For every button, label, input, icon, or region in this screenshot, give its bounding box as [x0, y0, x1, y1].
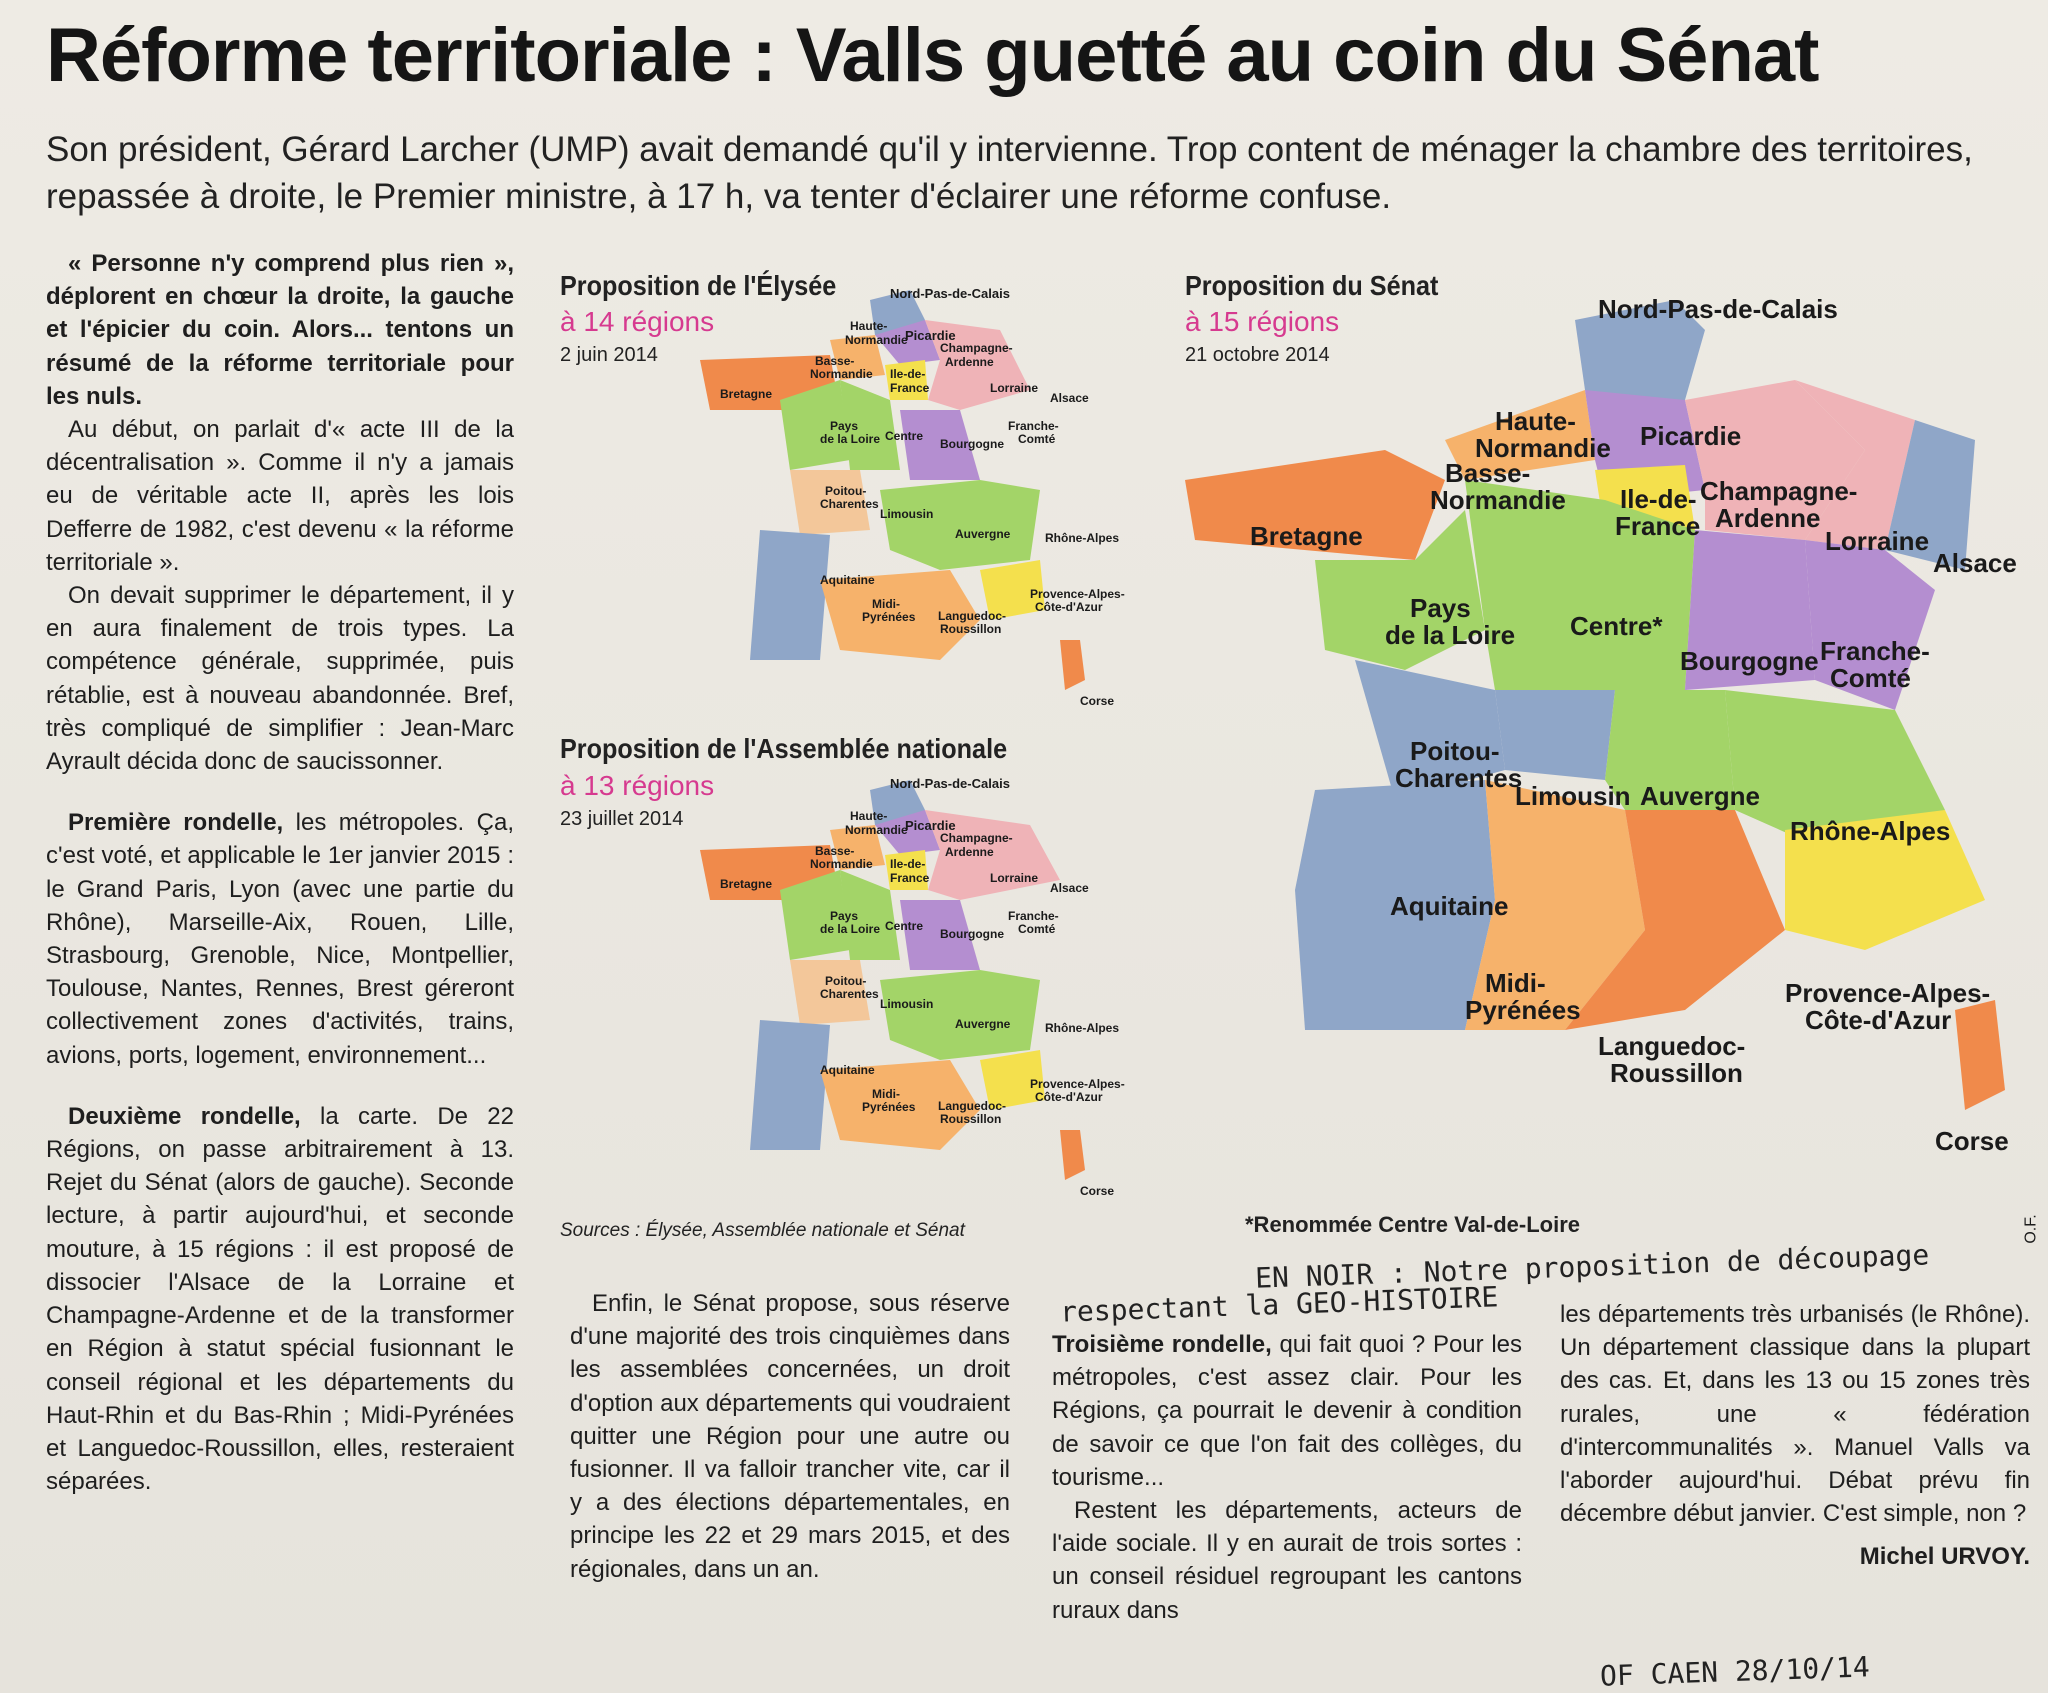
label-mp2: Pyrénées	[1465, 995, 1581, 1025]
label-hn: Haute-	[1495, 406, 1576, 436]
label-bn2: Normandie	[810, 367, 873, 381]
svg-text:Normandie: Normandie	[810, 857, 873, 871]
label-pc2: Charentes	[820, 497, 879, 511]
map-senat-title: Proposition du Sénat	[1185, 270, 1439, 301]
map-assemblee-date: 23 juillet 2014	[560, 808, 684, 830]
map-elysee-date: 2 juin 2014	[560, 344, 658, 366]
map-elysee-count: à 14 régions	[560, 306, 715, 337]
svg-text:France: France	[890, 871, 930, 885]
svg-text:Bourgogne: Bourgogne	[940, 927, 1004, 941]
article-column-3	[1052, 1328, 1522, 1627]
headline: Réforme territoriale : Valls guetté au coin du Sénat	[46, 13, 1819, 98]
label-lr: Languedoc-	[938, 609, 1006, 623]
label-bn2: Normandie	[1430, 485, 1566, 515]
svg-text:Corse: Corse	[1080, 1184, 1115, 1198]
label-paca: Provence-Alpes-	[1785, 978, 1991, 1008]
label-pdl: Pays	[1410, 593, 1471, 623]
label-aqu: Aquitaine	[820, 573, 875, 587]
label-mp: Midi-	[1485, 968, 1546, 998]
svg-text:Provence-Alpes-: Provence-Alpes-	[1030, 1077, 1125, 1091]
label-auv: Auvergne	[1640, 781, 1760, 811]
paragraph-first-slice: Première rondelle, les métropoles. Ça, c'est voté, et applicable le 1er janvier 2015 : le Grand Paris, Lyon (avec une partie du Rhône), Marseille-Aix, Rouen, Lille, Strasbourg, Grenoble, Nice, Montpellier, Toulouse, Nantes, Rennes, Brest géreront collectivement zones d'activités, trains, avions, ports, logement, environnement...	[46, 809, 514, 1069]
paragraph-second-slice: Deuxième rondelle, la carte. De 22 Régions, on passe arbitrairement à 13. Rejet du Sénat (alors de gauche). Seconde lecture, à partir aujourd'hui, et seconde mouture, à 15 régions : il est proposé de dissocier l'Alsace de la Lorraine et Champagne-Ardenne et de la transformer en Région à statut spécial fusionnant le conseil régional et les départements du Haut-Rhin et du Bas-Rhin ; Midi-Pyrénées et Languedoc-Roussillon, elles, resteraient séparées.	[46, 1102, 515, 1496]
map-assemblee-count: à 13 régions	[560, 770, 715, 801]
svg-text:Roussillon: Roussillon	[940, 1112, 1002, 1126]
label-ca2: Ardenne	[945, 355, 994, 369]
label-lr: Languedoc-	[1598, 1031, 1746, 1061]
paragraph: On devait supprimer le département, il y en aura finalement de trois types. La compétence générale, supprimée, puis rétablie, est à nouveau abandonnée. Bref, très compliqué de simplifier : Jean-Marc Ayrault décida donc de saucissonner.	[46, 582, 514, 776]
paragraph: les départements très urbanisés (le Rhône). Un département classique dans la plupart des cas. Et, dans les 13 ou 15 zones très rurales, une « fédération d'intercommunalités ». Manuel Valls va l'aborder aujourd'hui. Débat prévu fin décembre début janvier. C'est simple, non ?	[1560, 1301, 2030, 1528]
svg-text:Languedoc-: Languedoc-	[938, 1099, 1006, 1113]
label-auv: Auvergne	[955, 527, 1011, 541]
article-column-1	[46, 247, 514, 1498]
svg-text:Auvergne: Auvergne	[955, 1017, 1011, 1031]
paragraph: Restent les départements, acteurs de l'aide sociale. Il y en aurait de trois sortes : un conseil résiduel regroupant les cantons ruraux dans	[1052, 1497, 1522, 1624]
svg-text:Comté: Comté	[1018, 922, 1056, 936]
svg-text:Limousin: Limousin	[880, 997, 934, 1011]
label-paca2: Côte-d'Azur	[1035, 600, 1103, 614]
svg-text:Pyrénées: Pyrénées	[862, 1100, 916, 1114]
label-ca2: Ardenne	[1715, 503, 1821, 533]
svg-text:Normandie: Normandie	[845, 823, 908, 837]
svg-text:Champagne-: Champagne-	[940, 831, 1013, 845]
label-cor: Corse	[1080, 694, 1115, 708]
svg-text:Ardenne: Ardenne	[945, 845, 994, 859]
svg-text:Poitou-: Poitou-	[825, 974, 867, 988]
label-als: Alsace	[1933, 548, 2017, 578]
label-bre: Bretagne	[720, 387, 773, 401]
region-aquitaine	[750, 530, 830, 660]
label-bn: Basse-	[1445, 458, 1531, 488]
label-pc: Poitou-	[1410, 736, 1500, 766]
svg-text:de la Loire: de la Loire	[820, 922, 881, 936]
label-fc2: Comté	[1018, 432, 1056, 446]
label-pc: Poitou-	[825, 484, 867, 498]
label-fc: Franche-	[1820, 636, 1930, 666]
label-fc: Franche-	[1008, 419, 1059, 433]
svg-text:Côte-d'Azur: Côte-d'Azur	[1035, 1090, 1103, 1104]
handwritten-stamp: OF CAEN 28/10/14	[1599, 1650, 1871, 1693]
map-elysee-title: Proposition de l'Élysée	[560, 270, 837, 301]
svg-text:Pays: Pays	[830, 909, 859, 923]
label-mp2: Pyrénées	[862, 610, 916, 624]
label-pdl2: de la Loire	[820, 432, 881, 446]
svg-text:Nord-Pas-de-Calais: Nord-Pas-de-Calais	[890, 776, 1010, 791]
svg-text:Basse-: Basse-	[815, 844, 855, 858]
label-bou: Bourgogne	[1680, 646, 1819, 676]
svg-text:Ile-de-: Ile-de-	[890, 857, 926, 871]
label-lr2: Roussillon	[940, 622, 1002, 636]
map-assemblee	[700, 770, 1140, 1210]
svg-text:Charentes: Charentes	[820, 987, 879, 1001]
label-pdl2: de la Loire	[1385, 620, 1516, 650]
label-ca: Champagne-	[1700, 476, 1858, 506]
label-bou: Bourgogne	[940, 437, 1004, 451]
label-als: Alsace	[1050, 391, 1089, 405]
label-idf2: France	[890, 381, 930, 395]
label-hn: Haute-	[850, 319, 888, 333]
map-senat-count: à 15 régions	[1185, 306, 1340, 337]
map-footnote: *Renommée Centre Val-de-Loire	[1245, 1212, 1580, 1237]
label-idf: Ile-de-	[1620, 484, 1697, 514]
svg-text:Franche-: Franche-	[1008, 909, 1059, 923]
label-ra: Rhône-Alpes	[1790, 816, 1951, 846]
label-idf2: France	[1615, 511, 1701, 541]
paragraph-third-slice: Troisième rondelle, qui fait quoi ? Pour les métropoles, c'est assez clair. Pour les Régions, ça pourrait le devenir à condition de savoir ce que l'on fait des collèges, du tourisme...	[1052, 1331, 1522, 1491]
label-npdc: Nord-Pas-de-Calais	[890, 286, 1010, 301]
label-ca: Champagne-	[940, 341, 1013, 355]
label-paca2: Côte-d'Azur	[1805, 1005, 1952, 1035]
label-paca: Provence-Alpes-	[1030, 587, 1125, 601]
region-corse	[1955, 1000, 2005, 1110]
label-aqu: Aquitaine	[1390, 891, 1509, 921]
svg-text:Lorraine: Lorraine	[990, 871, 1039, 885]
map-senat-date: 21 octobre 2014	[1185, 344, 1330, 366]
region-rhone-auvergne	[880, 480, 1040, 570]
photo-credit: O.F.	[2022, 1214, 2040, 1244]
svg-text:Haute-: Haute-	[850, 809, 888, 823]
article-column-4	[1560, 1298, 2030, 1574]
deck: Son président, Gérard Larcher (UMP) avait demandé qu'il y intervienne. Trop content de ménager la chambre des territoires, repassée à droite, le Premier ministre, à 17 h, va tenter d'éclairer une réforme confuse.	[46, 130, 1973, 216]
svg-text:Centre: Centre	[885, 919, 924, 933]
region-corse	[1060, 640, 1085, 690]
paragraph: Au début, on parlait d'« acte III de la décentralisation ». Comme il n'y a jamais eu de véritable acte II, après les lois Defferre de 1982, c'est devenu « la réforme territoriale ».	[46, 416, 514, 576]
svg-text:Bretagne: Bretagne	[720, 877, 773, 891]
label-cor: Corse	[1935, 1126, 2009, 1156]
map-assemblee-title: Proposition de l'Assemblée nationale	[560, 733, 1008, 764]
map-elysee	[700, 280, 1140, 720]
map-senat	[1165, 290, 2025, 1190]
label-cen: Centre*	[1570, 611, 1663, 641]
svg-text:Midi-: Midi-	[872, 1087, 900, 1101]
article-column-2	[570, 1287, 1010, 1586]
svg-text:Picardie: Picardie	[905, 818, 956, 833]
label-hn2: Normandie	[1475, 433, 1611, 463]
label-lim: Limousin	[880, 507, 934, 521]
handwritten-note: EN NOIR : Notre proposition de découpage	[1254, 1238, 1930, 1295]
paragraph-intro: « Personne n'y comprend plus rien », déplorent en chœur la droite, la gauche et l'épicier du coin. Alors... tentons un résumé de la réforme territoriale pour les nuls.	[46, 250, 514, 410]
svg-text:Aquitaine: Aquitaine	[820, 1063, 875, 1077]
label-mp: Midi-	[872, 597, 900, 611]
label-pc2: Charentes	[1395, 763, 1523, 793]
label-pic: Picardie	[1640, 421, 1742, 451]
handwritten-note: respectant la GEO-HISTOIRE	[1059, 1280, 1499, 1329]
label-fc2: Comté	[1830, 663, 1911, 693]
label-pdl: Pays	[830, 419, 859, 433]
label-lr2: Roussillon	[1610, 1058, 1743, 1088]
paragraph: Enfin, le Sénat propose, sous réserve d'une majorité des trois cinquièmes dans les assemblées concernées, un droit d'option aux départements qui voudraient quitter une Région pour une autre ou fusionner. Il va falloir trancher vite, car il y a des élections départementales, en principe les 22 et 29 mars 2015, et des régionales, dans un an.	[570, 1290, 1010, 1583]
label-bre: Bretagne	[1250, 521, 1363, 551]
label-hn2: Normandie	[845, 333, 908, 347]
label-lor: Lorraine	[1825, 526, 1930, 556]
author: Michel URVOY.	[1859, 1543, 2030, 1571]
label-lim: Limousin	[1515, 781, 1631, 811]
label-npdc: Nord-Pas-de-Calais	[1598, 294, 1838, 324]
label-lor: Lorraine	[990, 381, 1039, 395]
svg-text:Alsace: Alsace	[1050, 881, 1089, 895]
label-pic: Picardie	[905, 328, 956, 343]
svg-text:Rhône-Alpes: Rhône-Alpes	[1045, 1021, 1120, 1035]
label-idf: Ile-de-	[890, 367, 926, 381]
label-bn: Basse-	[815, 354, 855, 368]
label-cen: Centre	[885, 429, 924, 443]
label-ra: Rhône-Alpes	[1045, 531, 1120, 545]
map-sources: Sources : Élysée, Assemblée nationale et Sénat	[560, 1220, 965, 1241]
